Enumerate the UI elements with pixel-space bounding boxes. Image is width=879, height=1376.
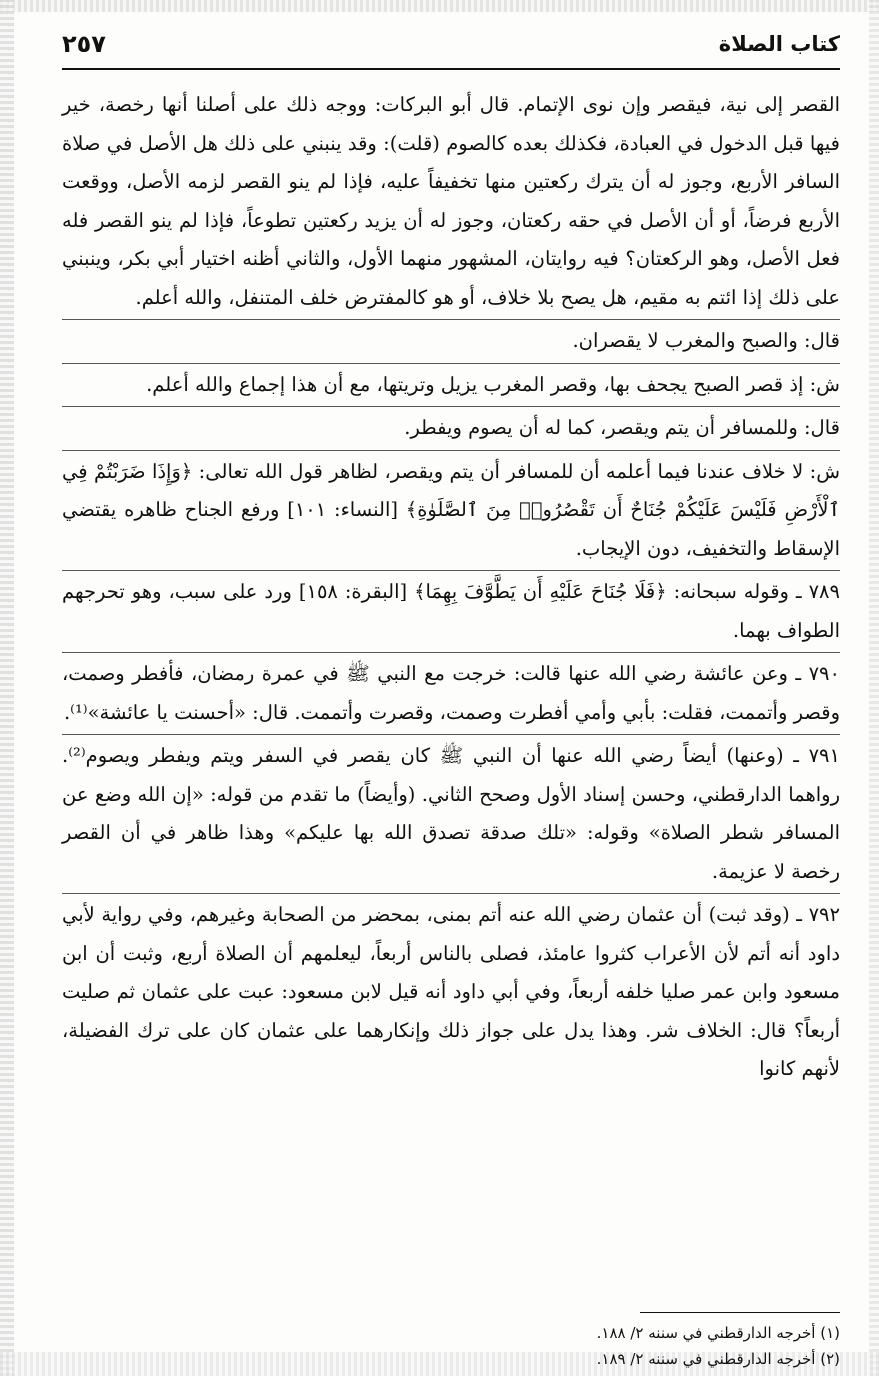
- body-text: [62, 86, 840, 1089]
- scan-border-right: [869, 0, 879, 1376]
- paragraph-matn-1: قال: والصبح والمغرب لا يقصران.: [62, 319, 840, 361]
- scan-border-top: [0, 0, 879, 12]
- page-header: [62, 30, 840, 66]
- paragraph-790: ٧٩٠ ـ وعن عائشة رضي الله عنها قالت: خرجت مع النبي ﷺ في عمرة رمضان، فأفطر وصمت، وقصر وأتممت، فقلت: بأبي وأمي أفطرت وصمت، وقصرت وأتممت. قال: «أحسنت يا عائشة»⁽¹⁾.: [62, 652, 840, 732]
- paragraph-791: ٧٩١ ـ (وعنها) أيضاً رضي الله عنها أن النبي ﷺ كان يقصر في السفر ويتم ويفطر ويصوم⁽²⁾. رواهما الدارقطني، وحسن إسناد الأول وصحح الثاني. (وأيضاً) ما تقدم من قوله: «إن الله وضع عن المسافر شطر الصلاة» وقوله: «تلك صدقة تصدق الله بها عليكم» وهذا ظاهر في أن القصر رخصة لا عزيمة.: [62, 734, 840, 891]
- running-title: كتاب الصلاة: [718, 32, 840, 56]
- page-number: ٢٥٧: [62, 30, 106, 58]
- footnote-1: (١) أخرجه الدارقطني في سننه ٢/ ١٨٨.: [596, 1324, 840, 1342]
- paragraph-continuation: القصر إلى نية، فيقصر وإن نوى الإتمام. قال أبو البركات: ووجه ذلك على أصلنا أنها رخصة، خير فيها قبل الدخول في العبادة، فكذلك بعده كالصوم (قلت): وقد ينبني على ذلك هل الأصل في صلاة السافر الأربع، وجوز له أن يترك ركعتين منها تخفيفاً عليه، فإذا لم ينو القصر لزمه الأصل، ووقعت الأربع فرضاً، أو أن الأصل في حقه ركعتان، وجوز له أن يزيد ركعتين تطوعاً، فإذا لم ينو القصر فله فعل الأصل، وهو الركعتان؟ فيه روايتان، المشهور منهما الأول، والثاني أظنه اختيار أبي بكر، وينبني على ذلك إذا ائتم به مقيم، هل يصح بلا خلاف، أو هو كالمفترض خلف المتنفل، والله أعلم.: [62, 93, 840, 309]
- paragraph-789: ٧٨٩ ـ وقوله سبحانه: ﴿فَلَا جُنَاحَ عَلَيْهِ أَن يَطَّوَّفَ بِهِمَا﴾ [البقرة: ١٥٨] ورد على سبب، وهو تحرجهم الطواف بهما.: [62, 570, 840, 650]
- paragraph-sharh-2: ش: لا خلاف عندنا فيما أعلمه أن للمسافر أن يتم ويقصر، لظاهر قول الله تعالى: ﴿وَإِذَا ضَرَبْتُمْ فِي ٱلْأَرْضِ فَلَيْسَ عَلَيْكُمْ جُنَاحٌ أَن تَقْصُرُوا۟ مِنَ ٱلصَّلَوٰةِ﴾ [النساء: ١٠١] ورفع الجناح ظاهره يقتضي الإسقاط والتخفيف، دون الإيجاب.: [62, 450, 840, 569]
- paragraph-sharh-1: ش: إذ قصر الصبح يجحف بها، وقصر المغرب يزيل وتريتها، مع أن هذا إجماع والله أعلم.: [62, 363, 840, 405]
- footnote-rule: [640, 1312, 840, 1313]
- footnote-2: (٢) أخرجه الدارقطني في سننه ٢/ ١٨٩.: [596, 1350, 840, 1368]
- scan-border-left: [0, 0, 14, 1376]
- header-rule: [62, 68, 840, 70]
- footnotes: [62, 1320, 840, 1372]
- paragraph-matn-2: قال: وللمسافر أن يتم ويقصر، كما له أن يصوم ويفطر.: [62, 406, 840, 448]
- paragraph-792: ٧٩٢ ـ (وقد ثبت) أن عثمان رضي الله عنه أتم بمنى، بمحضر من الصحابة وغيرهم، وفي رواية لأبي داود أنه أتم لأن الأعراب كثروا عامئذ، فصلى بالناس أربعاً، ليعلمهم أن الصلاة أربع، وثبت أن ابن مسعود وابن عمر صليا خلفه أربعاً، وفي أبي داود أنه قيل لابن مسعود: عبت على عثمان ثم صليت أربعاً؟ قال: الخلاف شر. وهذا يدل على جواز ذلك وإنكارهما على عثمان كان على ترك الفضيلة، لأنهم كانوا: [62, 893, 840, 1089]
